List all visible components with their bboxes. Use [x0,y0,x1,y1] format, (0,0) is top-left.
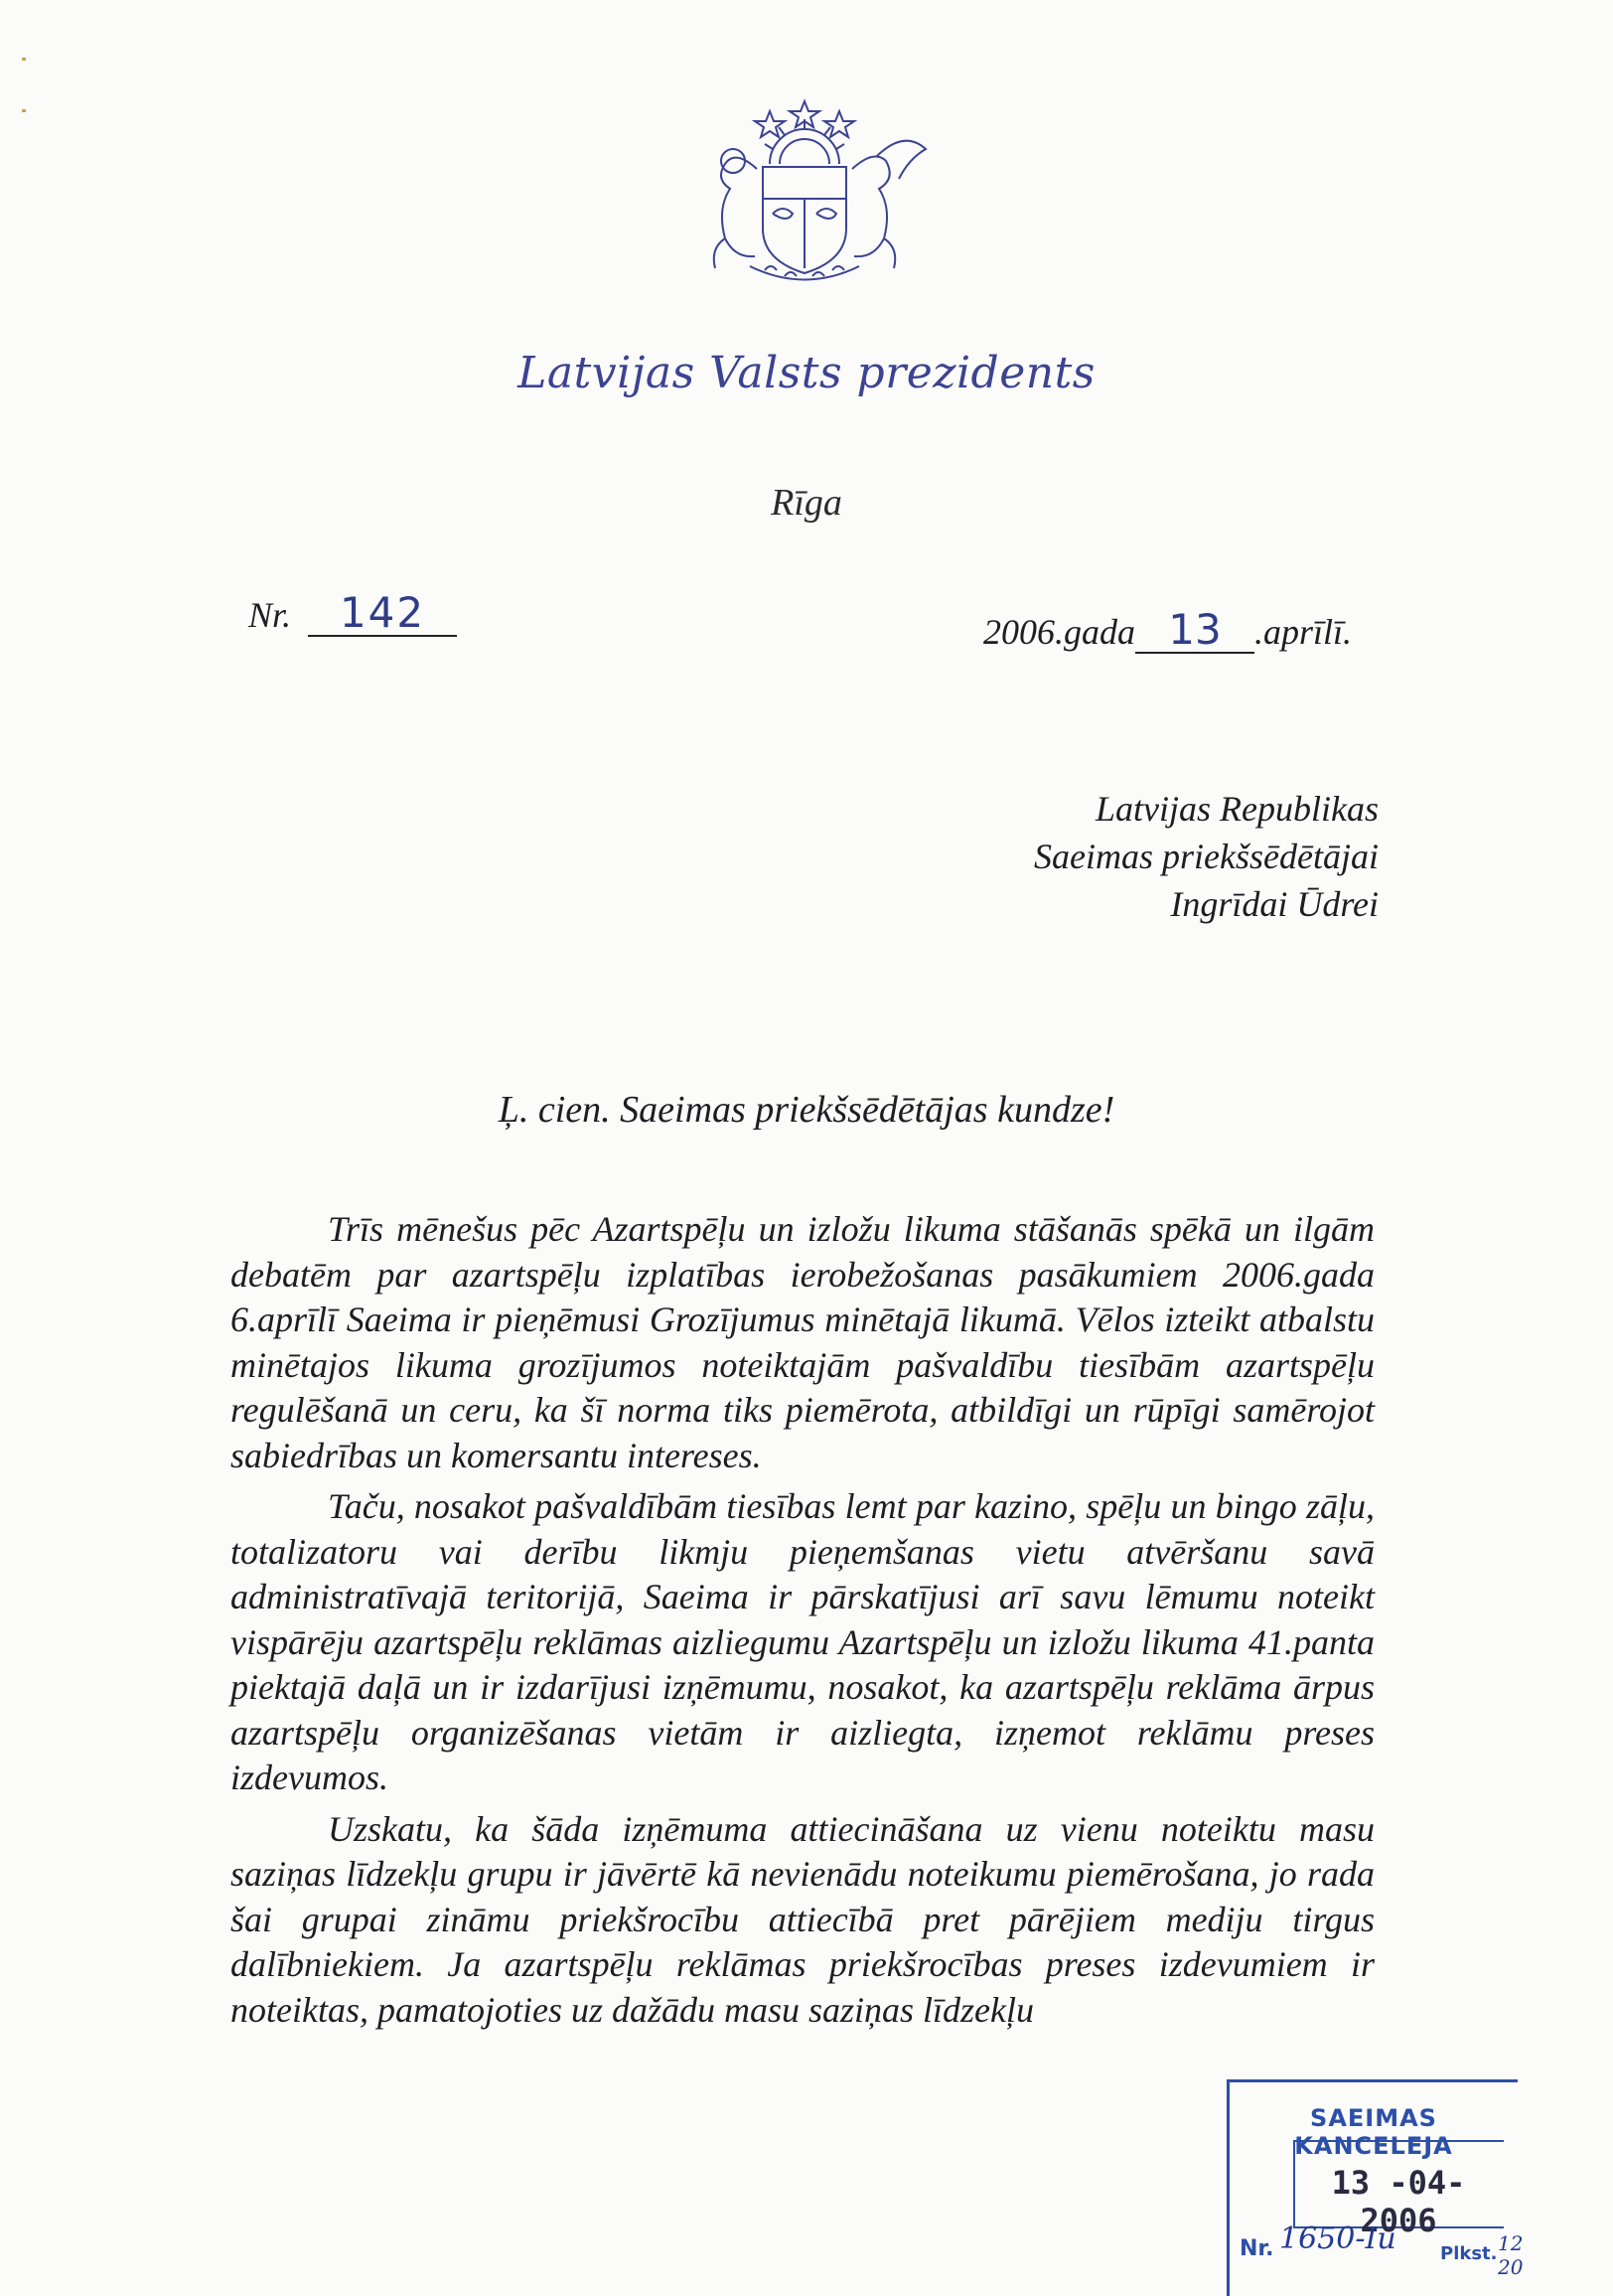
scan-mark [22,109,26,112]
date-year: 2006.gada [983,612,1135,652]
letter-body [230,1207,1375,2039]
body-paragraph: Trīs mēnešus pēc Azartspēļu un izložu likuma stāšanās spēkā un ilgām debatēm par azartspēļu izplatības ierobežošanas pasākumiem 2006.gada 6.aprīlī Saeima ir pieņēmusi Grozījumus minētajā likumā. Vēlos izteikt atbalstu minētajos likuma grozījumos noteiktajām pašvaldību tiesībām azartspēļu regulēšanā un ceru, ka šī norma tiks piemērota, atbildīgi un rūpīgi samērojot sabiedrības un komersantu intereses. [230,1209,1375,1475]
city: Rīga [771,482,842,524]
recipient-line: Ingrīdai Ūdrei [1170,884,1379,924]
reference-label: Nr. [248,595,292,635]
reference-value: 142 [308,591,457,637]
reference-number [248,588,457,637]
body-paragraph: Uzskatu, ka šāda izņēmuma attiecināšana uz vienu noteiktu masu saziņas līdzekļu grupu ir jāvērtē kā nevienādu noteikumu piemērošana, jo rada šai grupai zināmu priekšrocību attiecībā pret pārējiem mediju tirgus dalībniekiem. Ja azartspēļu reklāmas priekšrocības preses izdevumiem ir noteiktas, pamatojoties uz dažādu masu saziņas līdzekļu [230,1808,1375,2030]
stamp-nr-label: Nr. [1240,2236,1274,2261]
recipient-line: Saeimas priekšsēdētājai [1034,837,1379,876]
stamp-time-value: 12 20 [1498,2231,1524,2279]
scan-mark [22,58,26,61]
registration-stamp [1227,2079,1524,2296]
recipient-line: Latvijas Republikas [1096,789,1379,829]
document-date [983,605,1353,654]
date-day: 13 [1135,608,1254,654]
stamp-time-label: Plkst. [1440,2243,1498,2264]
recipient-block [1034,785,1379,928]
salutation: Ļ. cien. Saeimas priekšsēdētājas kundze! [498,1089,1115,1131]
body-paragraph: Taču, nosakot pašvaldībām tiesības lemt par kazino, spēļu un bingo zāļu, totalizatoru vai derību likmju pieņemšanas vietu atvēršanu savā administratīvajā teritorijā, Saeima ir pārskatījusi arī savu lēmumu noteikt vispārēju azartspēļu reklāmas aizliegumu Azartspēļu un izložu likuma 41.panta piektajā daļā un ir izdarījusi izņēmumu, nosakot, ka azartspēļu reklāma ārpus azartspēļu organizēšanas vietām ir aizliegta, izņemot reklāmu preses izdevumos. [230,1486,1375,1797]
stamp-date: 13 -04- 2006 [1331,2164,1466,2239]
stamp-title: SAEIMAS KANCELEJA [1294,2104,1453,2160]
date-month: .aprīlī. [1254,612,1353,652]
stamp-nr-value: 1650-Iu [1279,2221,1396,2256]
letterhead-title: Latvijas Valsts prezidents [517,348,1096,398]
coat-of-arms-icon [665,89,944,298]
